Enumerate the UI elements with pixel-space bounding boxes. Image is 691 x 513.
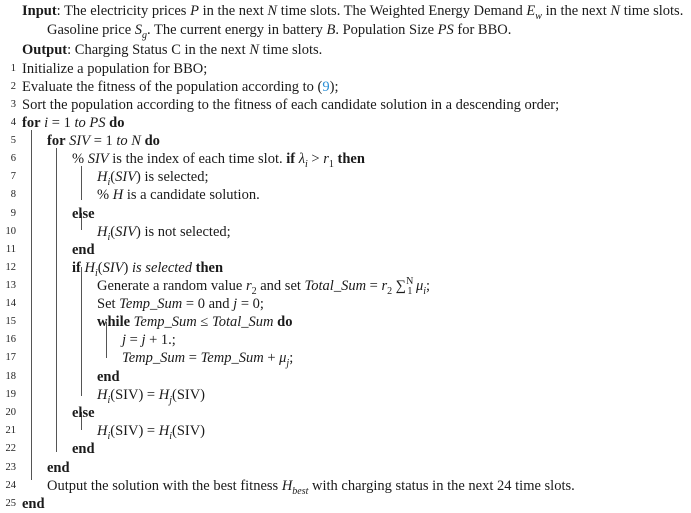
algorithm-input-continued: Gasoline price $S_g$. The current energy in battery B. Population Size PS for BBO. [47, 22, 512, 41]
output-label: Output [22, 42, 68, 58]
equation-reference-link[interactable]: 9 [322, 79, 330, 95]
indent-guide-if-lambda [81, 166, 82, 200]
indent-guide-for-siv [56, 148, 57, 452]
input-label: Input [22, 3, 57, 19]
algorithm-input: Input: The electricity prices P in the next N time slots. The Weighted Energy Demand $E_w$ in the next N time slots. [22, 3, 684, 22]
indent-guide-if-selected [81, 267, 82, 396]
algorithm-output: Output: Charging Status C in the next N time slots. [22, 42, 323, 58]
indent-guide-for-i [31, 130, 32, 480]
